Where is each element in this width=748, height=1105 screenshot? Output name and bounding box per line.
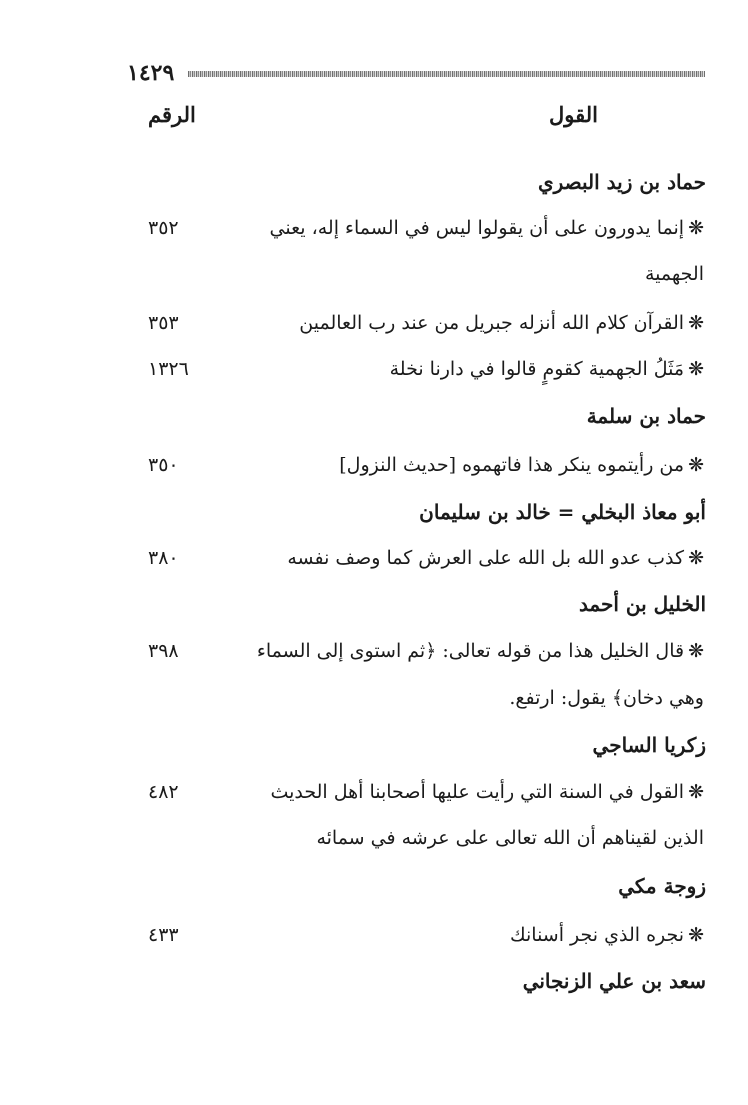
narrator-name: زوجة مكي — [618, 874, 706, 898]
header-rule — [188, 71, 705, 77]
quote-continuation: وهي دخان﴾ يقول: ارتفع. — [509, 687, 704, 709]
column-header-saying: القول — [549, 102, 598, 127]
reference-number: ١٣٢٦ — [148, 358, 189, 380]
bullet-icon: ❋ — [688, 640, 704, 662]
bullet-icon: ❋ — [688, 454, 704, 476]
quote-line — [270, 778, 704, 806]
reference-number: ٣٨٠ — [148, 547, 179, 569]
reference-number: ٤٣٣ — [148, 924, 179, 946]
quote-text: من رأيتموه ينكر هذا فاتهموه [حديث النزول] — [339, 454, 685, 476]
quote-continuation: الذين لقيناهم أن الله تعالى على عرشه في سمائه — [316, 827, 704, 849]
bullet-icon: ❋ — [688, 924, 704, 946]
bullet-icon: ❋ — [688, 358, 704, 380]
quote-text: كذب عدو الله بل الله على العرش كما وصف نفسه — [287, 547, 685, 569]
reference-number: ٣٥٠ — [148, 454, 179, 476]
narrator-name: حماد بن سلمة — [586, 404, 706, 428]
quote-continuation: الجهمية — [645, 263, 704, 285]
quote-text: مَثَلُ الجهمية كقومٍ قالوا في دارنا نخلة — [389, 358, 685, 380]
reference-number: ٣٩٨ — [148, 640, 179, 662]
quote-line — [299, 309, 704, 337]
quote-line — [390, 355, 704, 383]
bullet-icon: ❋ — [688, 547, 704, 569]
bullet-icon: ❋ — [688, 312, 704, 334]
page-number: ١٤٢٩ — [127, 60, 175, 86]
reference-number: ٤٨٢ — [148, 781, 179, 803]
quote-text: القول في السنة التي رأيت عليها أصحابنا أهل الحديث — [270, 781, 685, 803]
quote-text: إنما يدورون على أن يقولوا ليس في السماء إله، يعني — [269, 217, 685, 239]
narrator-name: سعد بن علي الزنجاني — [522, 969, 706, 993]
quote-line — [510, 921, 704, 949]
narrator-name: حماد بن زيد البصري — [537, 170, 706, 194]
quote-line — [270, 214, 704, 242]
narrator-name: أبو معاذ البخلي = خالد بن سليمان — [419, 500, 706, 524]
quote-line — [339, 451, 704, 479]
quote-line — [257, 637, 704, 665]
bullet-icon: ❋ — [688, 217, 704, 239]
reference-number: ٣٥٢ — [148, 217, 179, 239]
quote-text: نجره الذي نجر أسنانك — [509, 924, 685, 946]
quote-text: قال الخليل هذا من قوله تعالى: ﴿ثم استوى إلى السماء — [256, 640, 685, 662]
reference-number: ٣٥٣ — [148, 312, 179, 334]
bullet-icon: ❋ — [688, 781, 704, 803]
narrator-name: زكريا الساجي — [592, 733, 706, 757]
column-header-number: الرقم — [148, 102, 196, 127]
quote-text: القرآن كلام الله أنزله جبريل من عند رب العالمين — [299, 312, 685, 334]
quote-line — [287, 544, 704, 572]
narrator-name: الخليل بن أحمد — [578, 592, 706, 616]
